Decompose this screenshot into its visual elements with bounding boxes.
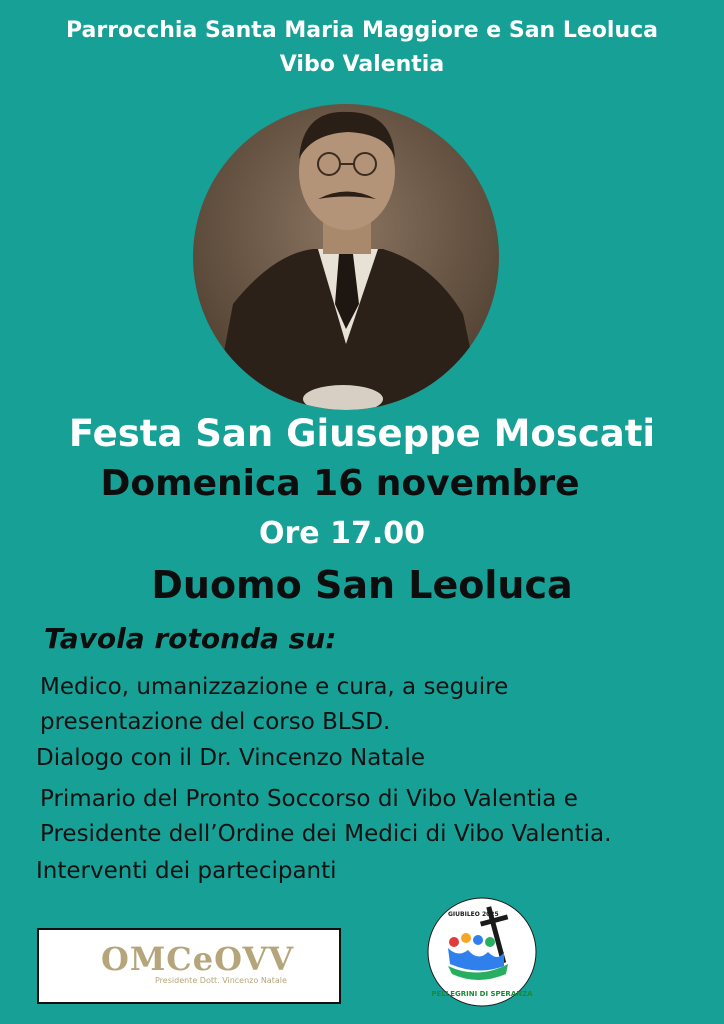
jubilee-logo-icon (418, 896, 548, 1008)
parish-city: Vibo Valentia (279, 52, 445, 77)
parish-header (0, 14, 724, 82)
event-date: Domenica 16 novembre (100, 463, 580, 504)
event-time: Ore 17.00 (259, 516, 425, 551)
portrait-image (193, 104, 499, 410)
detail-line-2: presentazione del corso BLSD. (40, 709, 391, 735)
event-title: Festa San Giuseppe Moscati (68, 412, 656, 455)
jubilee-top-text: GIUBILEO 2025 (448, 911, 499, 918)
jubilee-bottom-text: PELLEGRINI DI SPERANZA (431, 990, 533, 998)
omceovv-logo-subtitle: Presidente Dott. Vincenzo Natale (155, 976, 287, 985)
portrait-photo (193, 104, 499, 410)
event-place: Duomo San Leoluca (151, 563, 573, 607)
detail-line-4: Primario del Pronto Soccorso di Vibo Valentia e (40, 786, 578, 812)
round-table-heading: Tavola rotonda su: (44, 622, 337, 655)
parish-name: Parrocchia Santa Maria Maggiore e San Leoluca (65, 18, 659, 43)
detail-line-3: Dialogo con il Dr. Vincenzo Natale (36, 745, 425, 771)
omceovv-logo-text: OMCeOVV (101, 940, 295, 978)
omceovv-logo (37, 928, 341, 1004)
detail-line-5: Presidente dell’Ordine dei Medici di Vibo Valentia. (40, 821, 612, 847)
detail-line-1: Medico, umanizzazione e cura, a seguire (40, 674, 509, 700)
detail-line-6: Interventi dei partecipanti (36, 858, 337, 884)
